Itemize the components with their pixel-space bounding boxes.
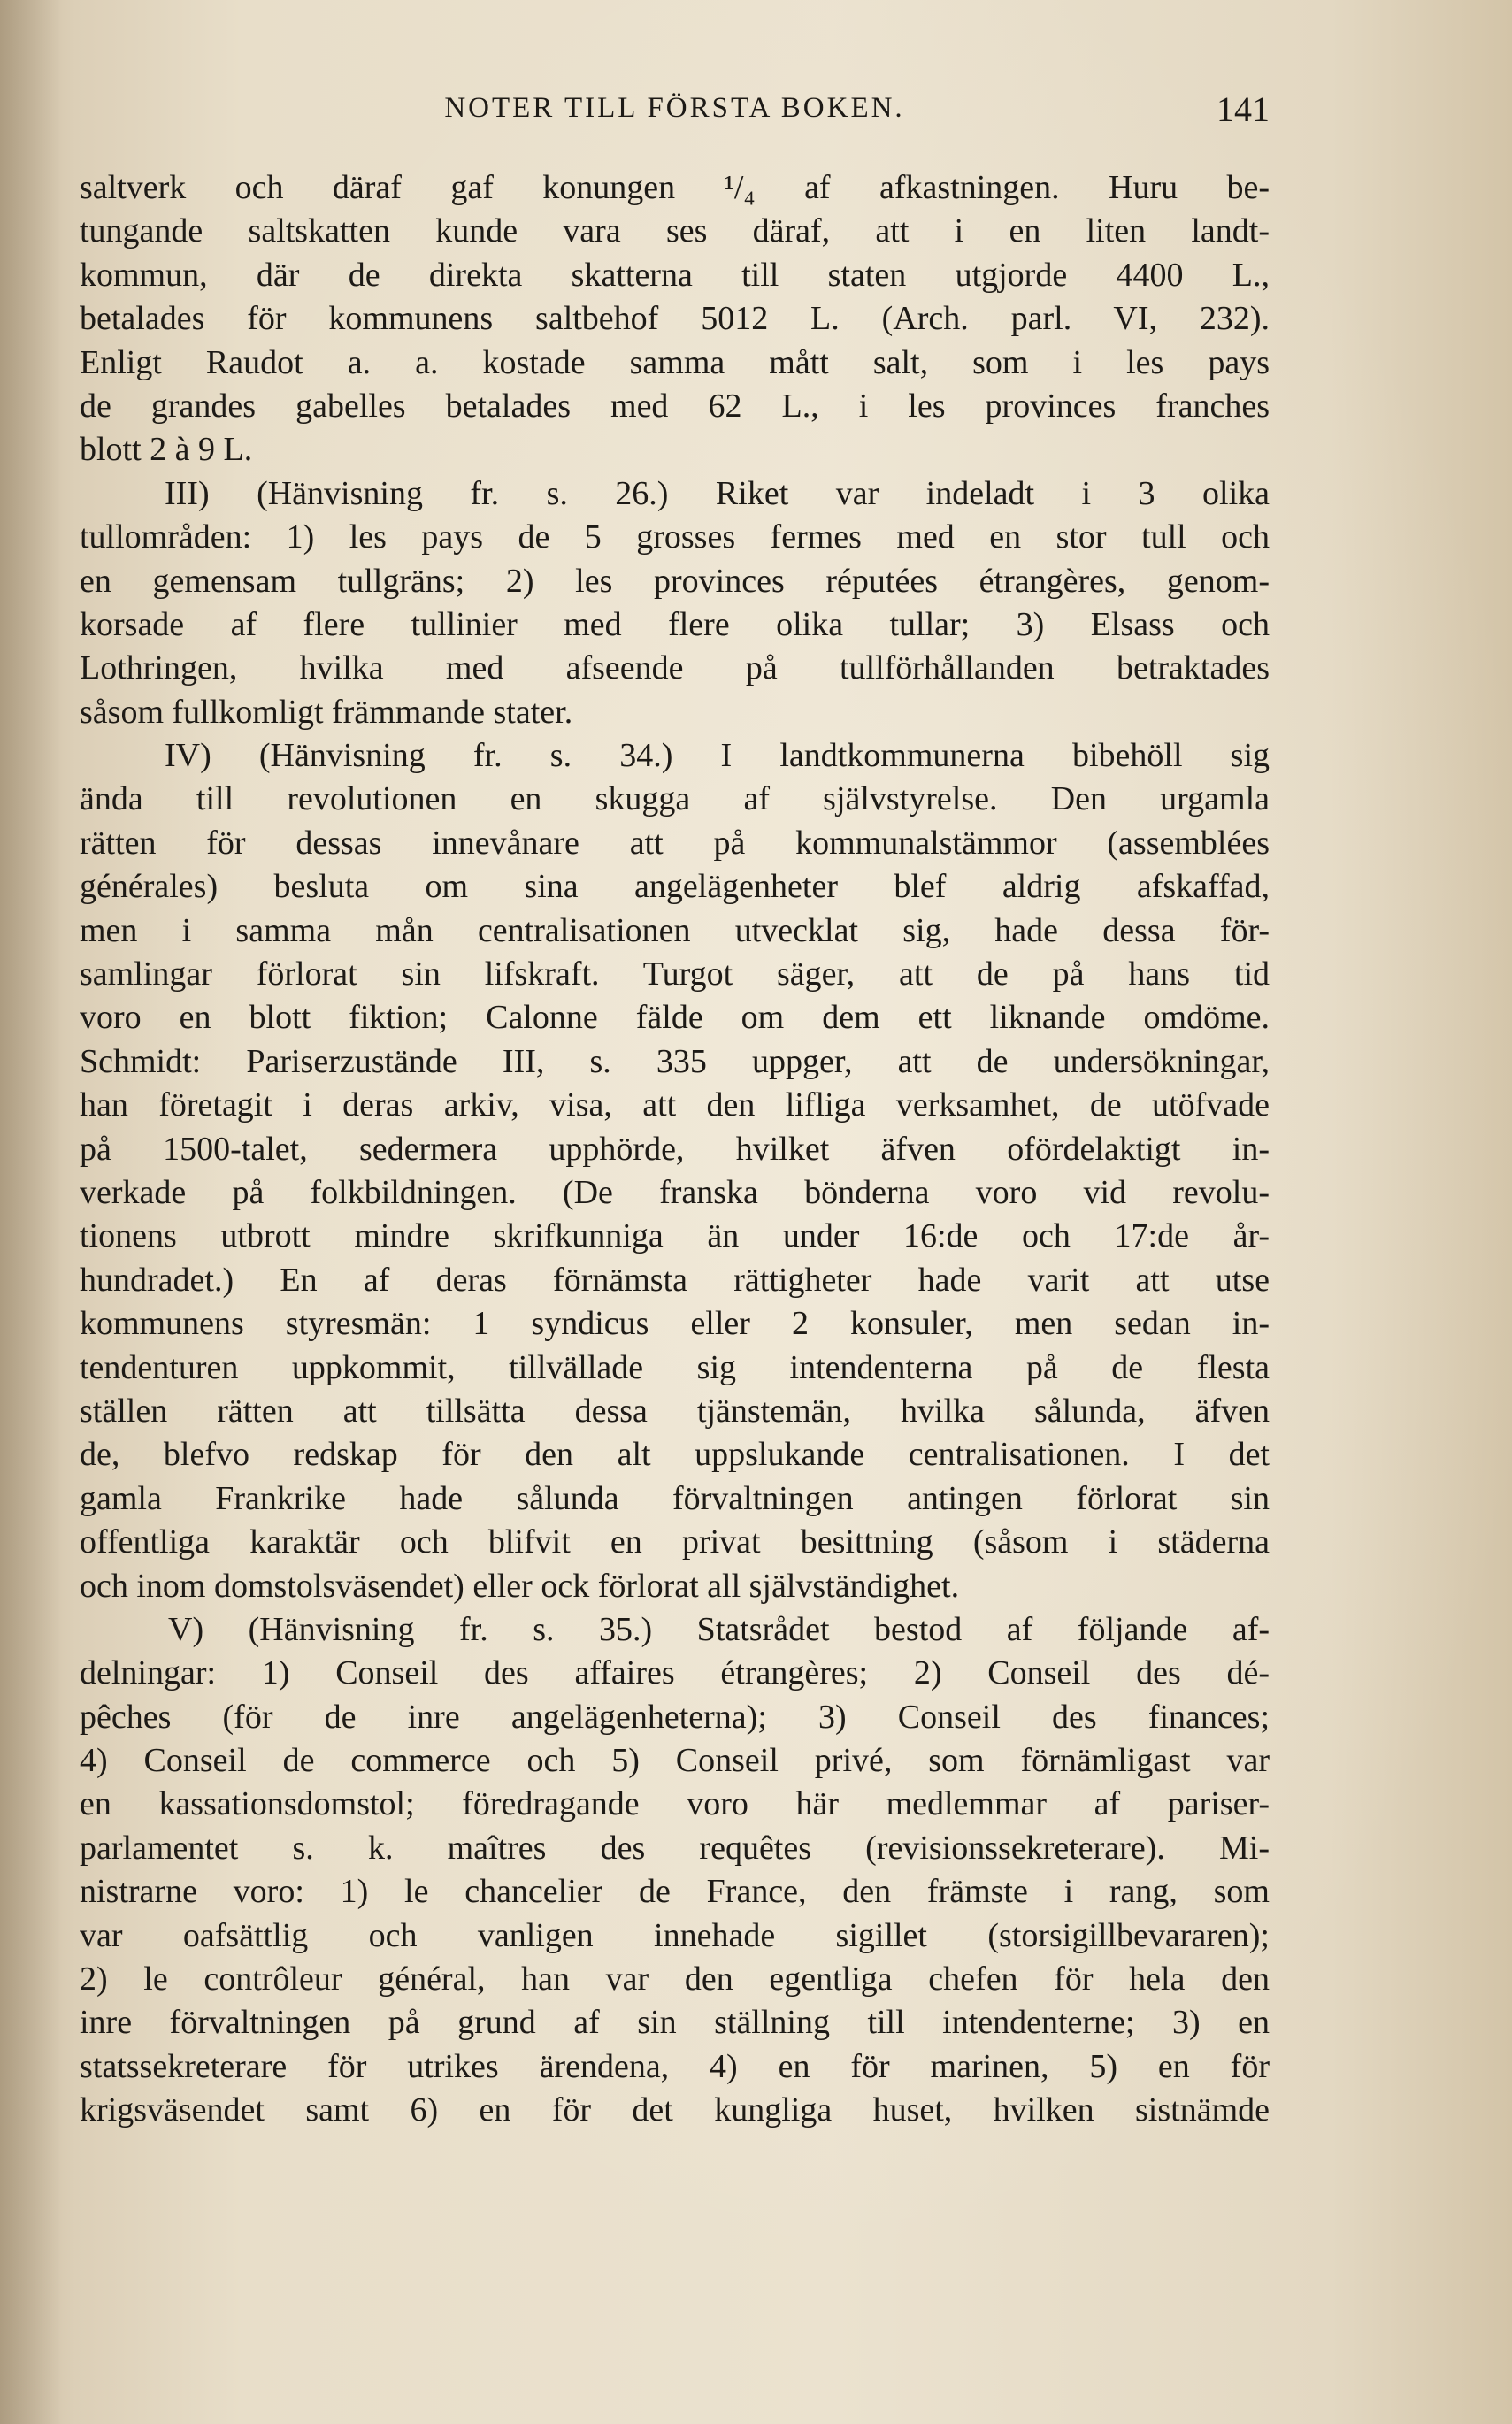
running-head [80, 88, 1270, 133]
text-line: générales) besluta om sina angelägenheter blef aldrig afskaffad, [80, 868, 1270, 906]
text-line: 2) le contrôleur général, han var den egentliga chefen för hela den [80, 1960, 1270, 1998]
text-line: verkade på folkbildningen. (De franska bönderna voro vid revolu- [80, 1173, 1270, 1211]
text-line: kommunens styresmän: 1 syndicus eller 2 konsuler, men sedan in- [80, 1305, 1270, 1343]
paragraph-start-line: III) (Hänvisning fr. s. 26.) Riket var indeladt i 3 olika [165, 474, 1270, 512]
text-line: Schmidt: Pariserzuständе III, s. 335 uppger, att de undersökningar, [80, 1042, 1270, 1080]
text-line [80, 2133, 1270, 2176]
text-line: hundradet.) En af deras förnämsta rättigheter hade varit att utse [80, 1261, 1270, 1299]
text-line: var oafsättlig och vanligen innehade sigillet (storsigillbevararen); [80, 1916, 1270, 1954]
text-line: och inom domstolsväsendet) eller ock förlorat all självständighet. [80, 1567, 960, 1605]
paragraph-start-line: IV) (Hänvisning fr. s. 34.) I landtkommunerna bibehöll sig [165, 737, 1270, 775]
text-line: parlamentet s. k. maîtres des requêtes (revisionssekreterare). Mi- [80, 1829, 1270, 1867]
text-line: rätten för dessas innevånare att på kommunalstämmor (assemblées [80, 824, 1270, 862]
text-line: men i samma mån centralisationen utvecklat sig, hade dessa för- [80, 911, 1270, 949]
text-line: ställen rätten att tillsätta dessa tjänstemän, hvilka sålunda, äfven [80, 1392, 1270, 1430]
text-line: tungande saltskatten kunde vara ses däraf, att i en liten landt- [80, 212, 1270, 250]
text-line: gamla Frankrike hade sålunda förvaltningen antingen förlorat sin [80, 1479, 1270, 1517]
text-line: såsom fullkomligt främmande stater. [80, 693, 573, 731]
text-line: offentliga karaktär och blifvit en privat besittning (såsom i städerna [80, 1523, 1270, 1561]
text-line: korsade af flere tullinier med flere olika tullar; 3) Elsass och [80, 605, 1270, 643]
text-line: inre förvaltningen på grund af sin ställning till intendenterne; 3) en [80, 2004, 1270, 2042]
text-line: han företagit i deras arkiv, visa, att den lifliga verksamhet, de utöfvade [80, 1086, 1270, 1124]
text-line: blott 2 à 9 L. [80, 431, 253, 469]
text-line: betalades för kommunens saltbehof 5012 L. (Arch. parl. VI, 232). [80, 300, 1270, 338]
text-line: de, blefvo redskap för den alt uppslukande centralisationen. I det [80, 1436, 1270, 1474]
text-line: pêches (för de inre angelägenheterna); 3) Conseil des finances; [80, 1698, 1270, 1736]
text-line: delningar: 1) Conseil des affaires étrangères; 2) Conseil des dé- [80, 1654, 1270, 1692]
text-line: en kassationsdomstol; föredragande voro här medlemmar af pariser- [80, 1785, 1270, 1823]
text-line: Enligt Raudot a. a. kostade samma mått salt, som i les pays [80, 343, 1270, 381]
text-line: samlingar förlorat sin lifskraft. Turgot säger, att de på hans tid [80, 955, 1270, 993]
page-number: 141 [1217, 89, 1270, 129]
text-line: tullområden: 1) les pays de 5 grosses fermes med en stor tull och [80, 518, 1270, 556]
text-line: en gemensam tullgräns; 2) les provinces réputées étrangères, genom- [80, 562, 1270, 600]
text-line: statssekreterare för utrikes ärendena, 4) en för marinen, 5) en för [80, 2047, 1270, 2085]
text-line: nistrarne voro: 1) le chancelier de France, den främste i rang, som [80, 1873, 1270, 1911]
text-line: ända till revolutionen en skugga af självstyrelse. Den urgamla [80, 780, 1270, 818]
text-line: krigsväsendet samt 6) en för det kungliga huset, hvilken sistnämde [80, 2091, 1270, 2129]
text-line: saltverk och däraf gaf konungen ¹/₄ af afkastningen. Huru be- [80, 169, 1270, 206]
text-line: tionens utbrott mindre skrifkunniga än under 16:de och 17:de år- [80, 1217, 1270, 1255]
text-line: kommun, där de direkta skatterna till staten utgjorde 4400 L., [80, 256, 1270, 294]
text-line: de grandes gabelles betalades med 62 L., i les provinces franches [80, 387, 1270, 425]
text-line: tendenturen uppkommit, tillvällade sig intendenterna på de flesta [80, 1348, 1270, 1386]
running-title: NOTER TILL FÖRSTA BOKEN. [444, 92, 905, 124]
text-line: 4) Conseil de commerce och 5) Conseil privé, som förnämligast var [80, 1742, 1270, 1780]
binding-shadow [0, 0, 62, 2424]
text-line: voro en blott fiktion; Calonne fälde om dem ett liknande omdöme. [80, 999, 1270, 1037]
text-line: Lothringen, hvilka med afseende på tullförhållanden betraktades [80, 649, 1270, 687]
paragraph-start-line: V) (Hänvisning fr. s. 35.) Statsrådet bestod af följande af- [168, 1610, 1270, 1648]
text-line: på 1500-talet, sedermera upphörde, hvilket äfven ofördelaktigt in- [80, 1130, 1270, 1168]
body-text [80, 166, 1270, 2176]
